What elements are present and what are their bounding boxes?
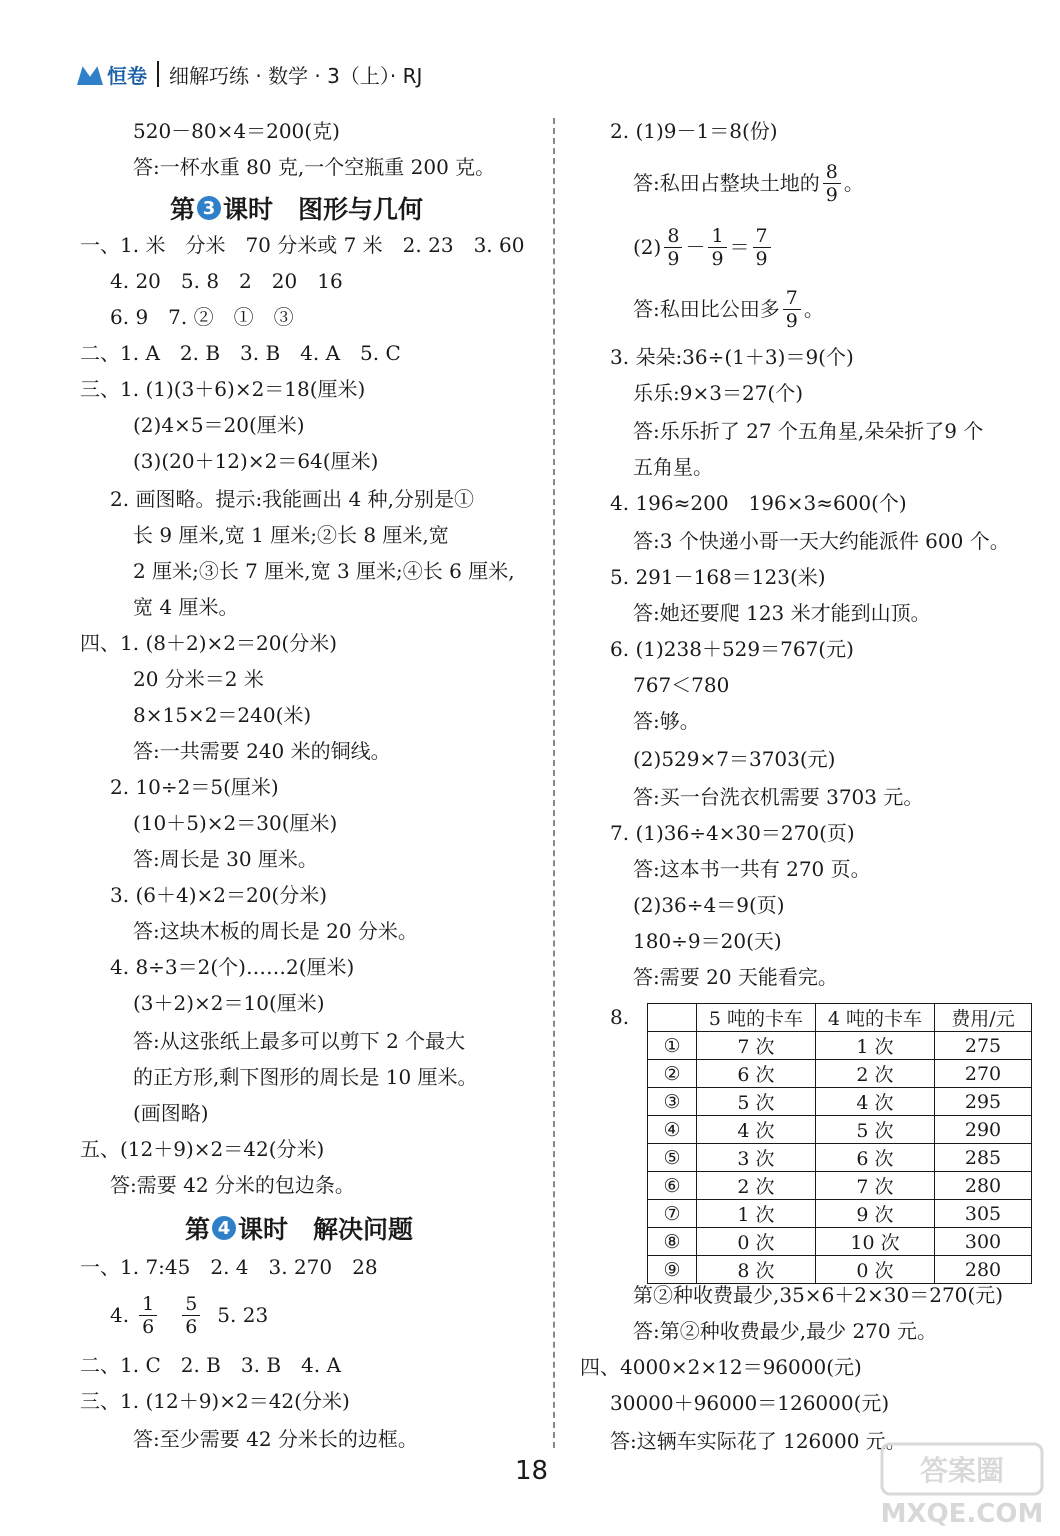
table-row [648,1088,1032,1116]
section-heading-4 [185,1210,413,1246]
section-heading-3 [170,190,423,226]
answer-line: 答:从这张纸上最多可以剪下 2 个最大 [133,1029,466,1053]
row-cell: 290 [935,1116,1032,1144]
numerator: 8 [823,161,841,184]
answer-text: (2) [633,235,662,259]
answer-line: 答:这辆车实际花了 126000 元。 [610,1429,906,1453]
table-row [648,1116,1032,1144]
book-logo-icon [75,61,105,87]
row-cell: ⑥ [648,1172,697,1200]
section-prefix: 第 [170,195,196,224]
answer-line: 三、1. (1)(3＋6)×2＝18(厘米) [80,377,366,401]
page-number: 18 [515,1456,549,1486]
answer-line: (2)36÷4＝9(页) [633,893,785,917]
section-number-badge: 3 [197,196,221,220]
answer-line: 第②种收费最少,35×6＋2×30＝270(元) [633,1283,1003,1307]
fraction [708,225,726,270]
answer-line: 答:一共需要 240 米的铜线。 [133,739,391,763]
row-cell: 0 次 [697,1228,816,1256]
table-row [648,1172,1032,1200]
row-cell: ⑨ [648,1256,697,1284]
watermark [880,1440,1050,1530]
fraction [664,225,682,270]
table-row [648,1228,1032,1256]
answer-line: 2. 画图略。提示:我能画出 4 种,分别是① [110,487,474,511]
logo-text: 恒卷 [107,63,147,88]
fraction [823,161,841,206]
row-cell: ⑦ [648,1200,697,1228]
row-cell: 305 [935,1200,1032,1228]
svg-text:MXQE.COM: MXQE.COM [880,1499,1044,1529]
row-cell: 7 次 [816,1172,935,1200]
answer-line: (3＋2)×2＝10(厘米) [133,991,325,1015]
answer-line: (2)4×5＝20(厘米) [133,413,305,437]
row-cell: 10 次 [816,1228,935,1256]
denominator: 6 [185,1315,198,1338]
answer-line: 2 厘米;③长 7 厘米,宽 3 厘米;④长 6 厘米, [133,559,515,583]
row-cell: 0 次 [816,1256,935,1284]
header-cell: 4 吨的卡车 [816,1004,935,1032]
answer-line: 答:需要 42 分米的包边条。 [110,1173,355,1197]
table-row [648,1032,1032,1060]
table-header-row [648,1004,1032,1032]
answer-line: 答:一杯水重 80 克,一个空瓶重 200 克。 [133,155,496,179]
watermark-icon [880,1440,1050,1530]
answer-line: 三、1. (12＋9)×2＝42(分米) [80,1389,350,1413]
answer-text: 。 [803,297,824,321]
svg-text:答案圈: 答案圈 [919,1454,1005,1487]
answer-line: 180÷9＝20(天) [633,929,782,953]
table-row [648,1256,1032,1284]
answer-line: 520－80×4＝200(克) [133,119,340,143]
answer-line-fraction [633,158,864,208]
answer-line: 6. (1)238＋529＝767(元) [610,637,854,661]
answer-line: 4. 196≈200 196×3≈600(个) [610,491,907,515]
row-cell: 280 [935,1256,1032,1284]
answer-line: 答:买一台洗衣机需要 3703 元。 [633,785,924,809]
row-cell: 7 次 [697,1032,816,1060]
answer-line: 20 分米＝2 米 [133,667,264,691]
answer-line: 五角星。 [633,455,713,479]
numerator: 8 [664,225,682,248]
answer-line: 二、1. C 2. B 3. B 4. A [80,1353,341,1377]
fraction [139,1293,157,1338]
answer-line: 8×15×2＝240(米) [133,703,312,727]
section-prefix: 第 [185,1215,211,1244]
row-cell: 2 次 [816,1060,935,1088]
header-cell: 费用/元 [935,1004,1032,1032]
denominator: 9 [785,309,798,332]
answer-line: 四、1. (8＋2)×2＝20(分米) [80,631,338,655]
answer-line: 答:3 个快递小哥一天大约能派件 600 个。 [633,529,1010,553]
answer-line: 答:够。 [633,709,700,733]
row-cell: 1 次 [697,1200,816,1228]
answer-line: 五、(12＋9)×2＝42(分米) [80,1137,325,1161]
denominator: 9 [667,247,680,270]
answer-line: 四、4000×2×12＝96000(元) [580,1355,862,1379]
row-cell: 5 次 [697,1088,816,1116]
answer-line: 一、1. 7:45 2. 4 3. 270 28 [80,1255,378,1279]
answer-line: (10＋5)×2＝30(厘米) [133,811,338,835]
answer-line: 8. [610,1005,630,1029]
row-cell: 295 [935,1088,1032,1116]
row-cell: ① [648,1032,697,1060]
answer-line: 答:这块木板的周长是 20 分米。 [133,919,418,943]
answer-line: 宽 4 厘米。 [133,595,239,619]
answer-line: 5. 291－168＝123(米) [610,565,826,589]
row-cell: 6 次 [697,1060,816,1088]
answer-text: 5. 23 [217,1303,269,1327]
answer-line: 7. (1)36÷4×30＝270(页) [610,821,855,845]
header-cell [648,1004,697,1032]
row-cell: 280 [935,1172,1032,1200]
answer-line: (画图略) [133,1101,209,1125]
answer-line: 答:她还要爬 123 米才能到山顶。 [633,601,931,625]
answer-line: 2. (1)9－1＝8(份) [610,119,778,143]
answer-line: 3. 朵朵:36÷(1＋3)＝9(个) [610,345,854,369]
numerator: 1 [139,1293,157,1316]
answer-line-fraction [633,222,774,272]
row-cell: 4 次 [697,1116,816,1144]
row-cell: ③ [648,1088,697,1116]
answer-line: 答:周长是 30 厘米。 [133,847,318,871]
row-cell: 4 次 [816,1088,935,1116]
answer-line: 一、1. 米 分米 70 分米或 7 米 2. 23 3. 60 [80,233,525,257]
numerator: 1 [708,225,726,248]
fraction [783,287,801,332]
answer-line: 答:乐乐折了 27 个五角星,朵朵折了9 个 [633,419,984,443]
row-cell: 1 次 [816,1032,935,1060]
book-title: 细解巧练 · 数学 · 3（上）· RJ [169,63,423,88]
row-cell: 5 次 [816,1116,935,1144]
row-cell: 2 次 [697,1172,816,1200]
item-number: 4. [110,1303,130,1327]
row-cell: 300 [935,1228,1032,1256]
section-title: 课时 解决问题 [238,1215,414,1244]
answer-text: 答:私田占整块土地的 [633,171,820,195]
answer-text: 答:私田比公田多 [633,297,780,321]
trucks-table [647,1003,1032,1284]
fraction [182,1293,200,1338]
section-number-badge: 4 [212,1216,236,1240]
answer-line: 2. 10÷2＝5(厘米) [110,775,279,799]
table-row [648,1200,1032,1228]
answer-line: 二、1. A 2. B 3. B 4. A 5. C [80,341,401,365]
answer-line: 答:第②种收费最少,最少 270 元。 [633,1319,937,1343]
operator: ＝ [729,235,750,259]
row-cell: ② [648,1060,697,1088]
row-cell: 9 次 [816,1200,935,1228]
answer-line: 3. (6＋4)×2＝20(分米) [110,883,328,907]
answer-line: 乐乐:9×3＝27(个) [633,381,803,405]
row-cell: 3 次 [697,1144,816,1172]
row-cell: ④ [648,1116,697,1144]
answer-line: 30000＋96000＝126000(元) [610,1391,890,1415]
row-cell: 270 [935,1060,1032,1088]
fraction [753,225,771,270]
answer-line: 4. 20 5. 8 2 20 16 [110,269,343,293]
header-separator [157,61,159,87]
denominator: 9 [825,183,838,206]
numerator: 7 [783,287,801,310]
row-cell: 6 次 [816,1144,935,1172]
answer-line: 4. 8÷3＝2(个)……2(厘米) [110,955,355,979]
answer-line: 答:需要 20 天能看完。 [633,965,838,989]
page-header [75,58,422,90]
answer-line: 答:这本书一共有 270 页。 [633,857,871,881]
answer-text: 。 [843,171,864,195]
row-cell: ⑧ [648,1228,697,1256]
operator: － [685,235,706,259]
denominator: 6 [142,1315,155,1338]
numerator: 7 [753,225,771,248]
row-cell: 275 [935,1032,1032,1060]
answer-line: 的正方形,剩下图形的周长是 10 厘米。 [133,1065,478,1089]
publisher-logo [75,60,147,89]
table-row [648,1060,1032,1088]
answer-line: 767＜780 [633,673,730,697]
answer-line: 答:至少需要 42 分米长的边框。 [133,1427,418,1451]
row-cell: 285 [935,1144,1032,1172]
answer-line: 长 9 厘米,宽 1 厘米;②长 8 厘米,宽 [133,523,449,547]
header-cell: 5 吨的卡车 [697,1004,816,1032]
row-cell: 8 次 [697,1256,816,1284]
section-title: 课时 图形与几何 [223,195,424,224]
answer-line: 6. 9 7. ② ① ③ [110,305,294,329]
column-divider [553,118,555,1448]
answer-line-fraction [633,284,824,334]
answer-line: (3)(20＋12)×2＝64(厘米) [133,449,379,473]
answer-line-fractions [110,1290,268,1340]
table-row [648,1144,1032,1172]
denominator: 9 [755,247,768,270]
row-cell: ⑤ [648,1144,697,1172]
denominator: 9 [711,247,724,270]
numerator: 5 [182,1293,200,1316]
answer-line: (2)529×7＝3703(元) [633,747,836,771]
